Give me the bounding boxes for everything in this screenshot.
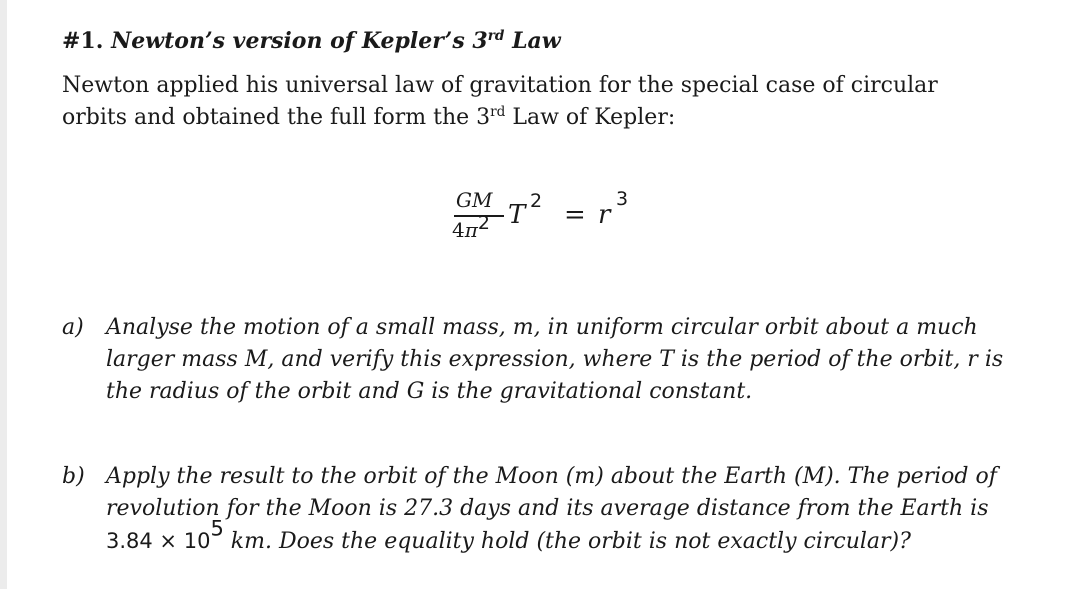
equation-period-variable: T bbox=[508, 200, 526, 230]
question-a-line-3: the radius of the orbit and G is the gravitational constant. bbox=[106, 379, 753, 404]
equation-radius-exponent: 3 bbox=[616, 188, 629, 210]
problem-heading bbox=[62, 28, 561, 54]
kepler-equation bbox=[450, 188, 670, 268]
question-b-text bbox=[106, 461, 997, 558]
problem-title: Newton’s version of Kepler’s 3rd Law bbox=[111, 27, 561, 54]
page-edge bbox=[0, 0, 7, 589]
question-b-label: b) bbox=[62, 464, 85, 489]
equation-equals-sign: = bbox=[564, 200, 586, 230]
question-b-line-2: revolution for the Moon is 27.3 days and its average distance from the Earth is bbox=[106, 496, 989, 521]
equation-numerator: GM bbox=[456, 188, 493, 212]
question-a-text bbox=[106, 312, 1003, 408]
intro-paragraph bbox=[62, 70, 1022, 134]
intro-line-1: Newton applied his universal law of gravitation for the special case of circular bbox=[62, 73, 938, 98]
problem-number: #1. bbox=[62, 28, 104, 54]
equation-period-exponent: 2 bbox=[530, 190, 543, 212]
equation-denominator: 4π2 bbox=[452, 212, 490, 242]
question-a-label: a) bbox=[62, 315, 84, 340]
question-b-line-1: Apply the result to the orbit of the Moon (m) about the Earth (M). The period of bbox=[106, 464, 997, 489]
intro-line-2: orbits and obtained the full form the 3rd Law of Kepler: bbox=[62, 103, 676, 130]
question-b-line-3: $3.84 \times 10^5$ km. Does the equality hold (the orbit is not exactly circular)? bbox=[106, 516, 911, 554]
equation-radius-variable: r bbox=[598, 200, 611, 230]
question-a-line-1: Analyse the motion of a small mass, m, in uniform circular orbit about a much bbox=[106, 315, 978, 340]
question-a-line-2: larger mass M, and verify this expression, where T is the period of the orbit, r is bbox=[106, 347, 1004, 372]
